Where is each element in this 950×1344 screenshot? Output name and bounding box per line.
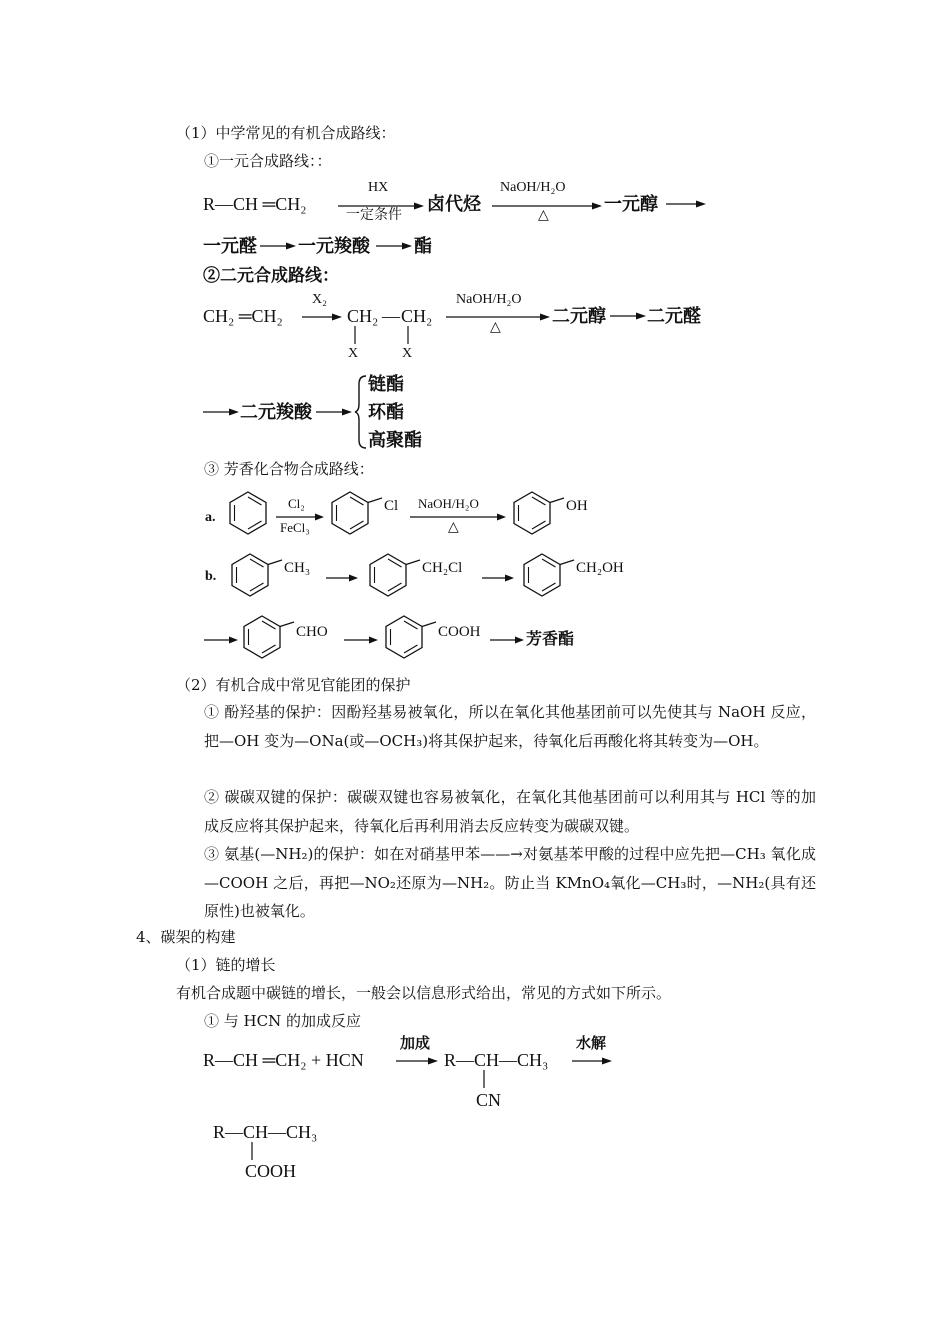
r2-dash: — bbox=[382, 306, 400, 326]
r3-b-sub2: CH₂Cl bbox=[422, 560, 463, 576]
r1-line2-b: 一元羧酸 bbox=[298, 236, 370, 256]
r4-reactants: R—CH ═CH₂ + HCN bbox=[203, 1050, 364, 1070]
r2-start: CH₂ ═CH₂ bbox=[203, 306, 283, 326]
section-4-title: 4、碳架的构建 bbox=[136, 928, 236, 946]
r1-start: R—CH ═CH₂ bbox=[203, 194, 307, 214]
r4-bond1 bbox=[482, 1070, 486, 1090]
r4-product1: R—CH—CH₃ bbox=[444, 1050, 549, 1070]
section-2-para-2: ② 碳碳双键的保护：碳碳双键也容易被氧化，在氧化其他基团前可以利用其与 HCl 等的加成反应将其保护起来，待氧化后再利用消去反应转变为碳碳双键。 bbox=[204, 788, 816, 835]
section-1c-title: ③ 芳香化合物合成路线： bbox=[204, 460, 374, 478]
r1-line2-a: 一元醛 bbox=[203, 236, 257, 256]
r3-a-sub1: Cl bbox=[384, 498, 399, 514]
r2-x2: X bbox=[402, 346, 413, 361]
section-4-1-title: （1）链的增长 bbox=[176, 956, 276, 974]
r2-x1: X bbox=[348, 346, 359, 361]
r3-b-sub5: COOH bbox=[438, 624, 481, 640]
r3-b-arrow4 bbox=[344, 636, 378, 644]
r1-arrow5 bbox=[376, 242, 412, 250]
r2-product3: 二元羧酸 bbox=[240, 402, 312, 422]
benzene-ring-icon bbox=[522, 552, 578, 598]
r2-c2: CH₂ bbox=[401, 306, 433, 326]
r2-branch1: 链酯 bbox=[368, 374, 404, 394]
r1-product1: 卤代烃 bbox=[427, 194, 481, 214]
r4-bond2 bbox=[250, 1142, 254, 1162]
r2-branch2: 环酯 bbox=[368, 402, 404, 422]
benzene-ring-icon bbox=[330, 490, 386, 536]
section-1b-title: ②二元合成路线： bbox=[203, 266, 339, 285]
r2-product2: 二元醛 bbox=[647, 306, 701, 326]
r2-arrow3 bbox=[610, 312, 646, 320]
r2-arrow2-bottom: △ bbox=[490, 320, 501, 335]
r1-line2-c: 酯 bbox=[414, 236, 432, 256]
r4-arrow2-top: 水解 bbox=[576, 1036, 607, 1052]
r2-arrow2-top: NaOH/H₂O bbox=[456, 292, 522, 307]
r4-arrow1 bbox=[396, 1057, 438, 1065]
r2-bonds bbox=[350, 326, 420, 348]
r3-a-arrow1-bottom: FeCl₃ bbox=[280, 520, 310, 535]
r3-b-label: b. bbox=[205, 569, 217, 584]
r1-arrow2-bottom: △ bbox=[538, 208, 549, 223]
r3-b-sub4: CHO bbox=[296, 624, 328, 640]
benzene-ring-icon bbox=[512, 490, 568, 536]
r2-arrow1-top: X₂ bbox=[312, 292, 327, 307]
benzene-ring-icon bbox=[242, 614, 298, 660]
r2-arrow5 bbox=[316, 408, 352, 416]
section-4-1-intro: 有机合成题中碳链的增长，一般会以信息形式给出，常见的方式如下所示。 bbox=[176, 984, 672, 1002]
r3-a-arrow1-top: Cl₂ bbox=[288, 496, 305, 511]
section-2-para-3: ③ 氨基(—NH₂)的保护：如在对硝基甲苯——→对氨基苯甲酸的过程中应先把—CH₃ 氧化成—COOH 之后，再把—NO₂还原为—NH₂。防止当 KMnO₄氧化—CH₃时，—NH₂(具有还原性)也被氧化。 bbox=[204, 845, 816, 920]
r3-b-arrow1 bbox=[326, 574, 358, 582]
r4-product2: R—CH—CH₃ bbox=[213, 1122, 318, 1142]
r3-b-arrow3 bbox=[204, 636, 238, 644]
section-2-title: （2）有机合成中常见官能团的保护 bbox=[176, 676, 411, 694]
r4-arrow2 bbox=[572, 1057, 612, 1065]
benzene-ring-icon bbox=[230, 552, 286, 598]
r2-c1: CH₂ bbox=[347, 306, 379, 326]
r2-arrow1 bbox=[302, 313, 342, 321]
section-1-title: （1）中学常见的有机合成路线： bbox=[176, 124, 396, 142]
section-4-1a-title: ① 与 HCN 的加成反应 bbox=[204, 1012, 361, 1030]
r1-arrow1-top: HX bbox=[368, 180, 389, 195]
r3-b-sub1: CH₃ bbox=[284, 560, 311, 576]
r4-product1-sub: CN bbox=[476, 1090, 502, 1110]
r3-a-arrow2-top: NaOH/H₂O bbox=[418, 496, 479, 511]
r2-brace bbox=[354, 374, 368, 450]
r3-b-arrow5 bbox=[490, 636, 524, 644]
r3-b-end: 芳香酯 bbox=[526, 631, 575, 648]
r3-a-arrow2-bottom: △ bbox=[448, 520, 459, 535]
benzene-ring-icon bbox=[368, 552, 424, 598]
r2-branch3: 高聚酯 bbox=[368, 430, 422, 450]
r2-product1: 二元醇 bbox=[552, 306, 606, 326]
r1-arrow1-bottom: 一定条件 bbox=[346, 208, 402, 223]
r1-product2: 一元醇 bbox=[604, 194, 658, 214]
benzene-ring-icon bbox=[228, 490, 268, 536]
benzene-ring-icon bbox=[384, 614, 440, 660]
r1-arrow4 bbox=[260, 242, 296, 250]
section-1a-title: ①一元合成路线：： bbox=[204, 152, 332, 170]
r1-arrow2-top: NaOH/H₂O bbox=[500, 180, 566, 195]
r4-product2-sub: COOH bbox=[245, 1161, 297, 1181]
section-2-para-1: ① 酚羟基的保护：因酚羟基易被氧化，所以在氧化其他基团前可以先使其与 NaOH 反应，把—OH 变为—ONa(或—OCH₃)将其保护起来，待氧化后再酸化将其转变为—OH。 bbox=[204, 703, 816, 750]
r4-arrow1-top: 加成 bbox=[400, 1036, 431, 1052]
r3-a-sub2: OH bbox=[566, 498, 588, 514]
r1-arrow3 bbox=[666, 200, 706, 208]
r3-b-sub3: CH₂OH bbox=[576, 560, 624, 576]
r3-a-label: a. bbox=[205, 510, 216, 525]
r3-b-arrow2 bbox=[482, 574, 514, 582]
r2-arrow4 bbox=[203, 408, 239, 416]
